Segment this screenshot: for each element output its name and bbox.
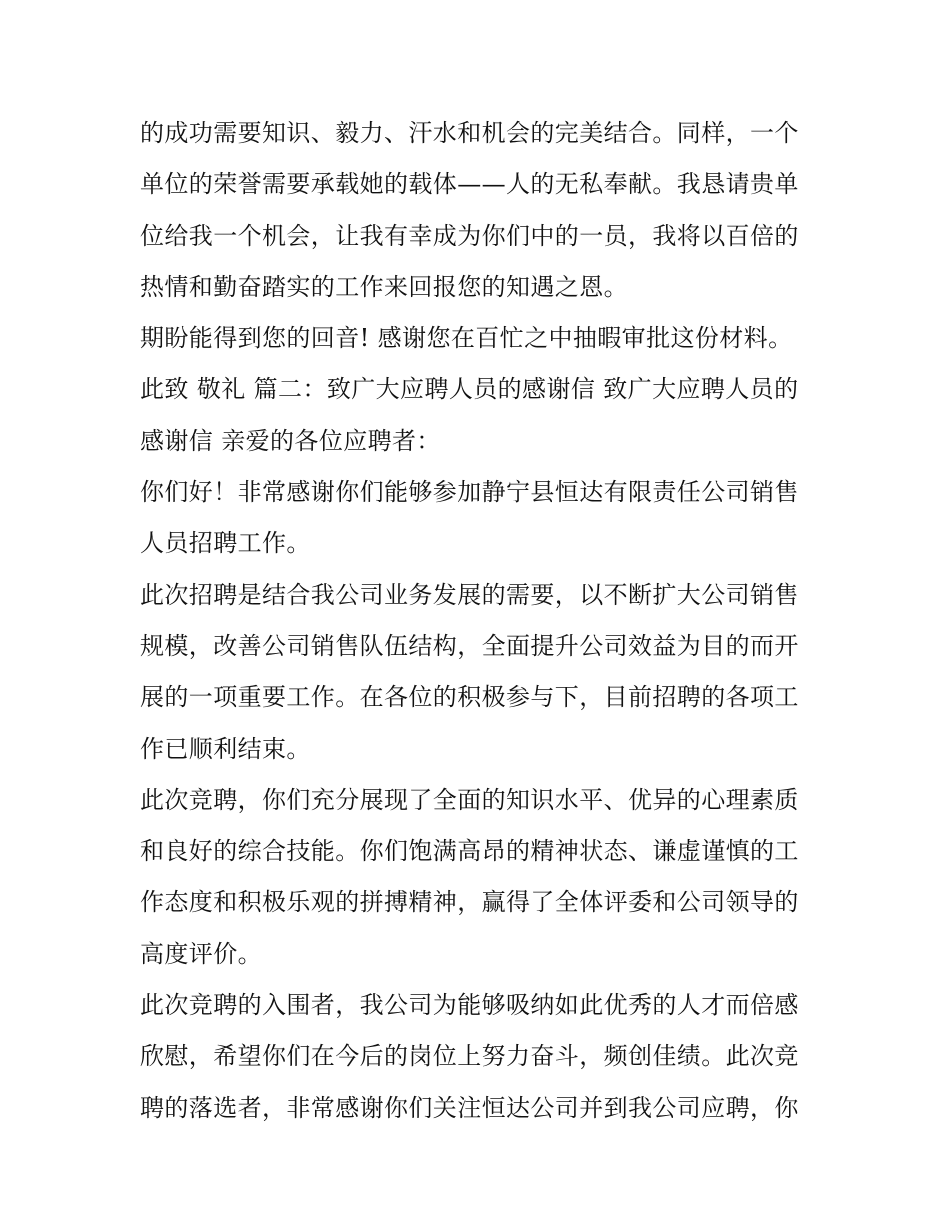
text-line: 作已顺利结束。 [140,734,311,763]
text-line: 此次竞聘，你们充分展现了全面的知识水平、优异的心理素质 [140,785,799,814]
text-line: 此次竞聘的入围者，我公司为能够吸纳如此优秀的人才而倍感 [140,991,799,1020]
text-line: 单位的荣誉需要承载她的载体——人的无私奉献。我恳请贵单 [140,170,799,199]
text-line: 欣慰，希望你们在今后的岗位上努力奋斗，频创佳绩。此次竞 [140,1042,799,1071]
text-line: 展的一项重要工作。在各位的积极参与下，目前招聘的各项工 [140,683,799,712]
text-line: 聘的落选者，非常感谢你们关注恒达公司并到我公司应聘，你 [140,1093,799,1122]
text-line: 期盼能得到您的回音! 感谢您在百忙之中抽暇审批这份材料。 [140,324,793,353]
text-line: 你们好！非常感谢你们能够参加静宁县恒达有限责任公司销售 [140,478,799,507]
text-line: 人员招聘工作。 [140,529,311,558]
text-line: 感谢信 亲爱的各位应聘者： [140,426,441,455]
text-line: 位给我一个机会，让我有幸成为你们中的一员，我将以百倍的 [140,221,799,250]
text-line: 高度评价。 [140,939,262,968]
text-line: 规模，改善公司销售队伍结构，全面提升公司效益为目的而开 [140,631,799,660]
text-line: 的成功需要知识、毅力、汗水和机会的完美结合。同样，一个 [140,119,799,147]
text-line: 作态度和积极乐观的拼搏精神，赢得了全体评委和公司领导的 [140,888,799,917]
text-line: 热情和勤奋踏实的工作来回报您的知遇之恩。 [140,272,628,301]
text-line: 此次招聘是结合我公司业务发展的需要，以不断扩大公司销售 [140,580,799,609]
text-line: 此致 敬礼 篇二：致广大应聘人员的感谢信 致广大应聘人员的 [140,375,799,404]
text-line: 和良好的综合技能。你们饱满高昂的精神状态、谦虚谨慎的工 [140,837,799,866]
document-body [140,108,820,1134]
